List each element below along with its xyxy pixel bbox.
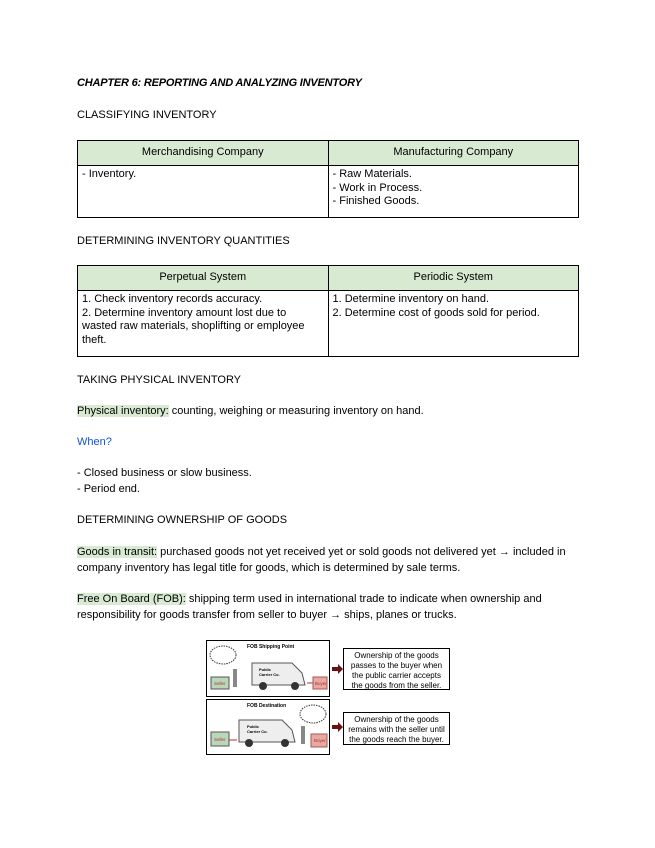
fob-destination-illustration — [206, 699, 330, 755]
term-highlight: Free On Board (FOB): — [77, 593, 186, 605]
table-header: Periodic System — [328, 266, 579, 291]
definition: counting, weighing or measuring inventory on hand. — [168, 405, 424, 417]
seller-label: Seller — [214, 681, 226, 686]
term-highlight: Goods in transit: — [77, 546, 158, 558]
section-heading-ownership: DETERMINING OWNERSHIP OF GOODS — [77, 514, 288, 526]
when-heading: When? — [77, 436, 112, 448]
cell-line: - Raw Materials. — [332, 168, 412, 180]
fob-diagram — [204, 638, 454, 758]
panel-label: FOB Shipping Point — [247, 644, 295, 650]
table-cell — [328, 166, 579, 218]
cell-line: 2. Determine inventory amount lost due to wasted raw materials, shoplifting or employee theft. — [82, 306, 305, 346]
carrier-label: Public Carrier Co. — [259, 667, 280, 677]
cell-line: 2. Determine cost of goods sold for period. — [332, 306, 540, 319]
table-header: Perpetual System — [78, 266, 329, 291]
list-item: - Period end. — [77, 483, 140, 495]
fob-destination-caption: Ownership of the goods remains with the seller until the goods reach the buyer. — [343, 712, 450, 745]
fob-shipping-point-illustration — [206, 640, 330, 697]
list-item: - Closed business or slow business. — [77, 467, 252, 479]
term-highlight: Physical inventory: — [77, 405, 169, 417]
page-title: CHAPTER 6: REPORTING AND ANALYZING INVENTORY — [77, 77, 362, 89]
definition: purchased goods not yet received yet or sold goods not delivered yet → included in company inventory has legal title for goods, which is determined by sale terms. — [77, 546, 566, 574]
buyer-label: Buyer — [314, 738, 326, 743]
table-cell — [78, 291, 329, 357]
cell-line: - Finished Goods. — [332, 195, 420, 207]
classifying-table — [77, 140, 579, 218]
table-header: Merchandising Company — [78, 141, 329, 166]
table-header: Manufacturing Company — [328, 141, 579, 166]
section-heading-classifying: CLASSIFYING INVENTORY — [77, 109, 217, 121]
cell-line: 1. Determine inventory on hand. — [332, 293, 490, 305]
quantities-table — [77, 265, 579, 357]
cell-line: - Work in Process. — [332, 181, 423, 194]
goods-in-transit-paragraph — [77, 544, 582, 576]
table-cell — [78, 166, 329, 218]
definition: shipping term used in international trade to indicate when ownership and responsibility for goods transfer from seller to buyer → ships, planes or trucks. — [77, 593, 542, 621]
cell-line: - Inventory. — [82, 168, 137, 180]
fob-shipping-point-caption: Ownership of the goods passes to the buyer when the public carrier accepts the goods from the seller. — [343, 648, 450, 690]
section-heading-physical: TAKING PHYSICAL INVENTORY — [77, 374, 242, 386]
seller-label: Seller — [214, 737, 226, 742]
carrier-label: Public Carrier Co. — [247, 724, 268, 734]
physical-inventory-paragraph — [77, 403, 582, 419]
section-heading-quantities: DETERMINING INVENTORY QUANTITIES — [77, 235, 290, 247]
table-cell — [328, 291, 579, 357]
fob-paragraph — [77, 591, 582, 623]
panel-label: FOB Destination — [247, 703, 287, 709]
buyer-label: Buyer — [315, 681, 327, 686]
cell-line: 1. Check inventory records accuracy. — [82, 293, 263, 305]
